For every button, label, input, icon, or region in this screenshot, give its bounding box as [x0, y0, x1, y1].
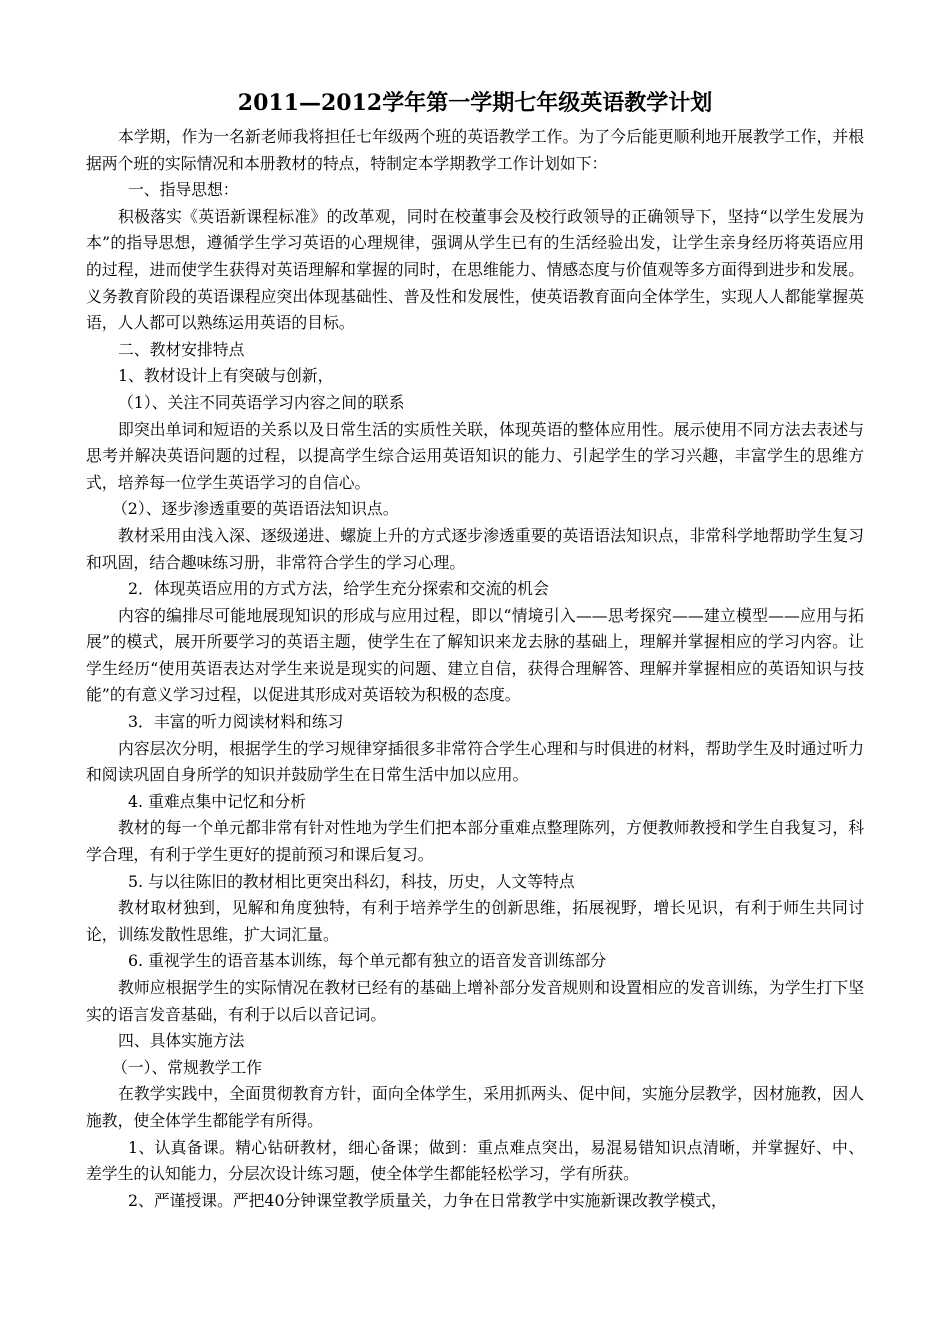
paragraph: 1、认真备课。精心钻研教材，细心备课；做到：重点难点突出，易混易错知识点清晰，并掌握好、中、差学生的认知能力，分层次设计练习题，使全体学生都能轻松学习，学有所获。 [86, 1137, 864, 1184]
document-page [86, 86, 864, 1214]
subsection-heading: 4. 重难点集中记忆和分析 [128, 791, 307, 811]
paragraph: 教材取材独到，见解和角度独特，有利于培养学生的创新思维，拓展视野，增长见识，有利于师生共同讨论，训练发散性思维，扩大词汇量。 [86, 898, 864, 944]
document-body [86, 124, 864, 1214]
paragraph: 即突出单词和短语的关系以及日常生活的实质性关联，体现英语的整体应用性。展示使用不同方法去表述与思考并解决英语问题的过程，以提高学生综合运用英语知识的能力、引起学生的学习兴趣，丰富学生的思维方式，培养每一位学生英语学习的自信心。 [86, 419, 864, 492]
section-heading-guiding-ideology: 一、指导思想： [128, 180, 239, 200]
section-heading-textbook-features: 二、教材安排特点 [118, 339, 245, 359]
paragraph: 积极落实《英语新课程标准》的改革观，同时在校董事会及校行政领导的正确领导下，坚持“以学生发展为本”的指导思想，遵循学生学习英语的心理规律，强调从学生已有的生活经验出发，让学生亲身经历将英语应用的过程，进而使学生获得对英语理解和掌握的同时，在思维能力、情感态度与价值观等多方面得到进步和发展。义务教育阶段的英语课程应突出体现基础性、普及性和发展性，使英语教育面向全体学生，实现人人都能掌握英语，人人都可以熟练运用英语的目标。 [86, 206, 864, 333]
section-heading-implementation: 四、具体实施方法 [118, 1031, 245, 1051]
paragraph: 教师应根据学生的实际情况在教材已经有的基础上增补部分发音规则和设置相应的发音训练，为学生打下坚实的语言发音基础，有利于以后以音记词。 [86, 978, 864, 1024]
subsection-heading: 3．丰富的听力阅读材料和练习 [128, 712, 344, 732]
subsection-heading: （一）、常规教学工作 [112, 1057, 263, 1077]
subsection-heading: （1）、关注不同英语学习内容之间的联系 [118, 392, 405, 412]
paragraph: 教材的每一个单元都非常有针对性地为学生们把本部分重难点整理陈列，方便教师教授和学生自我复习，科学合理，有利于学生更好的提前预习和课后复习。 [86, 818, 864, 865]
subsection-heading: 5. 与以往陈旧的教材相比更突出科幻，科技，历史，人文等特点 [128, 871, 575, 891]
paragraph: 内容层次分明，根据学生的学习规律穿插很多非常符合学生心理和与时俱进的材料，帮助学生及时通过听力和阅读巩固自身所学的知识并鼓励学生在日常生活中加以应用。 [86, 738, 864, 785]
subsection-heading: （2）、逐步渗透重要的英语语法知识点。 [112, 499, 399, 519]
paragraph: 在教学实践中，全面贯彻教育方针，面向全体学生，采用抓两头、促中间，实施分层教学，因材施教，因人施教，使全体学生都能学有所得。 [86, 1084, 864, 1130]
intro-paragraph: 本学期，作为一名新老师我将担任七年级两个班的英语教学工作。为了今后能更顺利地开展教学工作，并根据两个班的实际情况和本册教材的特点，特制定本学期教学工作计划如下： [86, 127, 864, 173]
paragraph: 教材采用由浅入深、逐级递进、螺旋上升的方式逐步渗透重要的英语语法知识点，非常科学地帮助学生复习和巩固，结合趣味练习册，非常符合学生的学习心理。 [86, 525, 864, 572]
document-title: 2011—2012学年第一学期七年级英语教学计划 [237, 90, 713, 116]
subsection-heading: 2．体现英语应用的方式方法，给学生充分探索和交流的机会 [128, 579, 549, 599]
subsection-heading: 6. 重视学生的语音基本训练，每个单元都有独立的语音发音训练部分 [128, 951, 607, 971]
subsection-heading: 1、教材设计上有突破与创新， [118, 366, 334, 386]
paragraph: 内容的编排尽可能地展现知识的形成与应用过程，即以“情境引入——思考探究——建立模型——应用与拓展”的模式，展开所要学习的英语主题，使学生在了解知识来龙去脉的基础上，理解并掌握相应的学习内容。让学生经历“使用英语表达对学生来说是现实的问题、建立自信，获得合理解答、理解并掌握相应的英语知识与技能”的有意义学习过程，以促进其形成对英语较为积极的态度。 [86, 605, 864, 705]
paragraph: 2、严谨授课。严把40分钟课堂教学质量关，力争在日常教学中实施新课改教学模式， [128, 1190, 727, 1210]
